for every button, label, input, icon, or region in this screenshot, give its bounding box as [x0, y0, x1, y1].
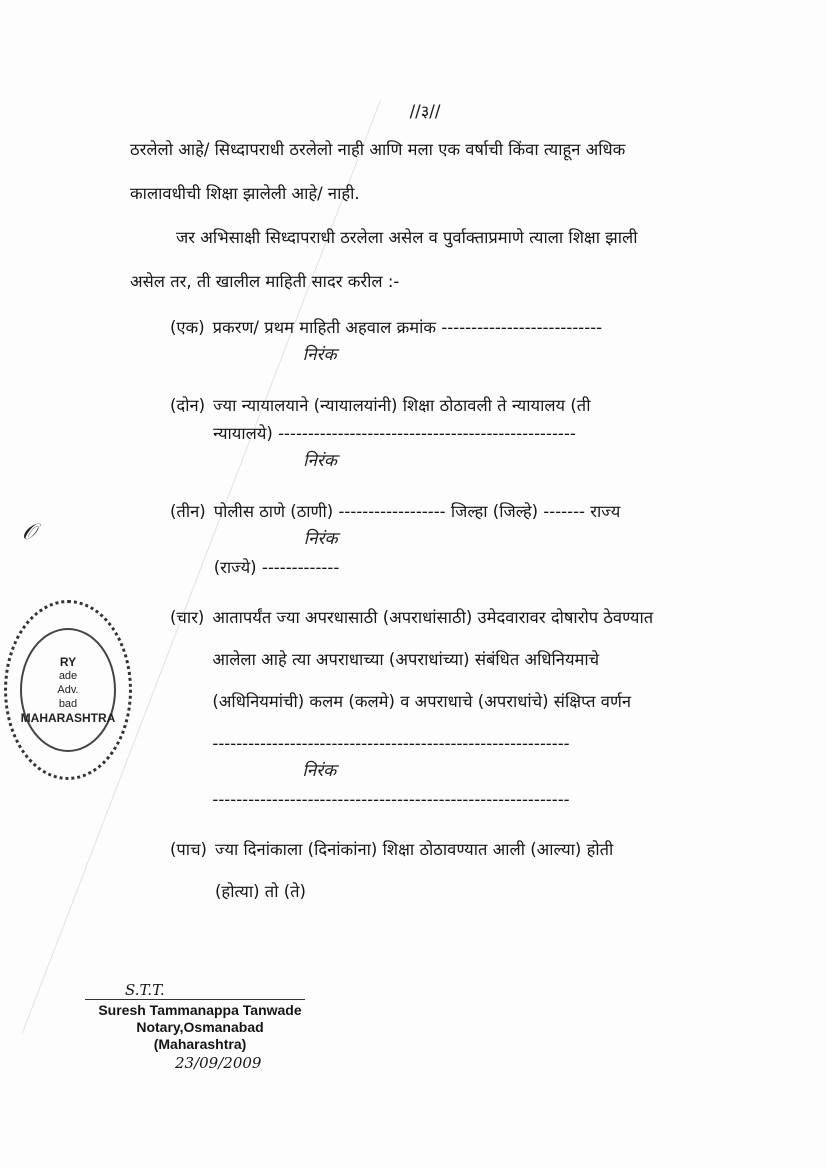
para1-line1: ठरलेलो आहे/ सिध्दापराधी ठरलेलो नाही आणि मला एक वर्षाची किंवा त्याहून अधिक [130, 140, 626, 159]
item-2-text2: न्यायालये) [213, 424, 273, 443]
item-3-handwritten: निरंक [303, 529, 338, 549]
item-4-text: आतापर्यंत ज्या अपरधासाठी (अपराधांसाठी) उमेदवारावर दोषारोप ठेवण्यात [212, 608, 654, 627]
item-3 [170, 500, 720, 584]
item-2-blank: -------------------------------------------------- [278, 424, 576, 443]
stamp-text: RY [59, 655, 77, 669]
item-3-district: जिल्हा (जिल्हे) [450, 502, 539, 521]
page-number: //३// [409, 102, 441, 121]
initials-scribble: 𝒪 [22, 520, 36, 545]
item-2-text: ज्या न्यायालयाने (न्यायालयांनी) शिक्षा ठोठावली ते न्यायालय (ती [213, 396, 591, 415]
item-1 [170, 316, 720, 372]
notary-title: Notary,Osmanabad [136, 1019, 264, 1035]
item-1-handwritten: निरंक [302, 345, 337, 365]
notary-name: Suresh Tammanappa Tanwade [98, 1002, 302, 1018]
item-5 [170, 838, 720, 922]
item-5-text: ज्या दिनांकाला (दिनांकांना) शिक्षा ठोठावण्यात आली (आल्या) होती [215, 840, 614, 859]
stamp-text: MAHARASHTRA [20, 711, 116, 725]
stamp-text: Adv. [57, 684, 79, 696]
document-body [98, 100, 720, 1072]
items-list [170, 316, 720, 922]
item-3-state: राज्य [590, 502, 621, 521]
para1-line2: कालावधीची शिक्षा झालेली आहे/ नाही. [130, 184, 360, 203]
item-2 [170, 394, 720, 478]
signature-date: 23/09/2009 [175, 1054, 262, 1072]
item-4-text2: आलेला आहे त्या अपराधाच्या (अपराधांच्या) संबंधित अधिनियमाचे [212, 650, 600, 669]
para2-line1: जर अभिसाक्षी सिध्दापराधी ठरलेला असेल व पुर्वाक्ताप्रमाणे त्याला शिक्षा झाली [176, 228, 638, 247]
item-4-handwritten: निरंक [302, 761, 337, 781]
notary-stamp [4, 600, 132, 780]
item-3-district-blank: ------- [543, 502, 585, 521]
item-2-handwritten: निरंक [303, 451, 337, 471]
item-3-label: (तीन) [170, 502, 206, 521]
item-1-text: प्रकरण/ प्रथम माहिती अहवाल क्रमांक [212, 318, 437, 337]
item-4 [170, 606, 720, 816]
signature-block [85, 982, 315, 1072]
stamp-text: bad [58, 698, 78, 710]
item-3-state-blank: ------------- [261, 558, 340, 577]
item-1-blank: --------------------------- [441, 318, 603, 337]
item-3-text2: (राज्ये) [213, 558, 257, 577]
item-4-label: (चार) [170, 608, 205, 627]
item-1-label: (एक) [170, 318, 205, 337]
item-4-blank-2: ------------------------------------------------------------ [212, 790, 570, 809]
para2-line2: असेल तर, ती खालील माहिती सादर करील :- [130, 272, 400, 291]
item-3-blank: ------------------ [338, 502, 446, 521]
stamp-text: ade [58, 670, 78, 682]
item-3-text: पोलीस ठाणे (ठाणी) [213, 502, 334, 521]
item-2-label: (दोन) [170, 396, 206, 415]
item-5-label: (पाच) [170, 840, 207, 859]
item-4-blank-1: ------------------------------------------------------------ [212, 734, 570, 753]
signature-initials: S.T.T. [85, 982, 305, 1000]
item-4-text3: (अधिनियमांची) कलम (कलमे) व अपराधाचे (अपराधांचे) संक्षिप्त वर्णन [212, 692, 632, 711]
item-5-text2: (होत्या) तो (ते) [215, 882, 306, 901]
notary-region: (Maharashtra) [153, 1036, 247, 1052]
